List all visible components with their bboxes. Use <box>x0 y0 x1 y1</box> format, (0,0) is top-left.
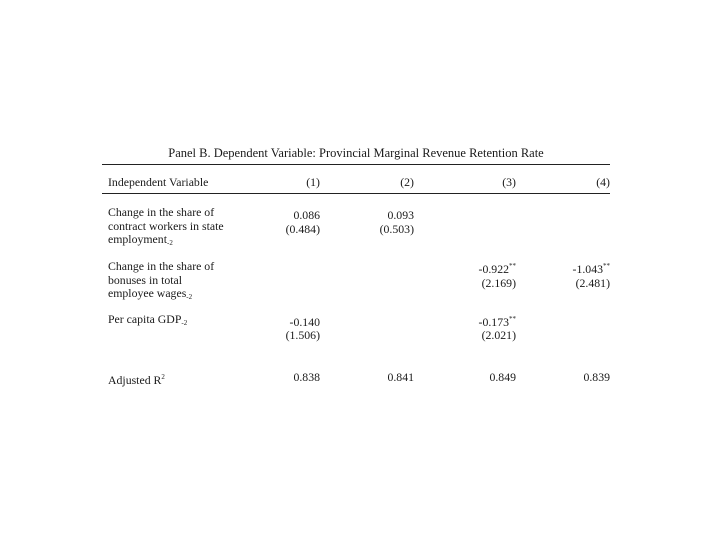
table-title: Panel B. Dependent Variable: Provincial Marginal Revenue Retention Rate <box>168 146 544 160</box>
cell-col-1 <box>270 194 320 252</box>
row-label-line: Adjusted R <box>108 372 162 387</box>
adjusted-r2-row <box>102 363 610 391</box>
row-label <box>102 252 270 305</box>
coefficient: -0.922 <box>478 262 509 276</box>
header-col-2: (2) <box>400 175 414 189</box>
row-label-superscript: 2 <box>161 372 165 381</box>
adjusted-r2-col-1: 0.838 <box>293 369 320 384</box>
header-col-3: (3) <box>502 175 516 189</box>
table-row <box>102 305 610 363</box>
coefficient: 0.093 <box>387 208 414 222</box>
row-label-line: bonuses in total <box>108 272 183 287</box>
header-col-4: (4) <box>596 175 610 189</box>
standard-error: (0.503) <box>379 221 414 236</box>
row-label-line: employee wages <box>108 286 187 300</box>
cell-col-1 <box>270 252 320 305</box>
cell-col-2 <box>320 305 414 363</box>
table-row <box>102 194 610 252</box>
adjusted-r2-col-2: 0.841 <box>387 369 414 384</box>
coefficient: -1.043 <box>572 262 603 276</box>
coefficient: -0.140 <box>289 314 320 329</box>
row-label-subscript: -2 <box>181 318 188 327</box>
cell-col-1 <box>270 305 320 363</box>
cell-col-3 <box>414 305 516 363</box>
coefficient: -0.173 <box>478 314 509 329</box>
standard-error: (2.021) <box>481 328 516 342</box>
cell-col-3 <box>414 194 516 252</box>
cell-col-4 <box>516 194 610 252</box>
cell-col-3 <box>414 252 516 305</box>
row-label <box>102 363 270 391</box>
standard-error: (2.169) <box>481 275 516 290</box>
significance-stars: ** <box>509 262 516 270</box>
adjusted-r2-col-4: 0.839 <box>583 369 610 384</box>
cell-col-4 <box>516 305 610 363</box>
row-label-line: Change in the share of <box>108 205 215 219</box>
row-label <box>102 194 270 252</box>
standard-error: (1.506) <box>285 328 320 342</box>
cell-col-2 <box>320 194 414 252</box>
header-row <box>102 165 610 193</box>
row-label-line: Per capita GDP <box>108 311 182 326</box>
coefficient: 0.086 <box>293 208 320 222</box>
regression-table <box>102 146 610 391</box>
cell-col-2 <box>320 252 414 305</box>
header-variable: Independent Variable <box>108 175 209 189</box>
adjusted-r2-col-3: 0.849 <box>489 369 516 384</box>
standard-error: (0.484) <box>285 221 320 236</box>
significance-stars: ** <box>603 262 610 270</box>
header-col-1: (1) <box>306 175 320 189</box>
table-row <box>102 252 610 305</box>
significance-stars: ** <box>509 314 516 323</box>
row-label <box>102 305 270 363</box>
row-label-line: employment <box>108 232 167 246</box>
standard-error: (2.481) <box>575 275 610 290</box>
cell-col-4 <box>516 252 610 305</box>
row-label-subscript: -2 <box>166 239 173 247</box>
row-label-line: Change in the share of <box>108 259 215 273</box>
results-table <box>102 165 610 391</box>
row-label-line: contract workers in state <box>108 218 224 233</box>
row-label-subscript: -2 <box>186 293 193 301</box>
